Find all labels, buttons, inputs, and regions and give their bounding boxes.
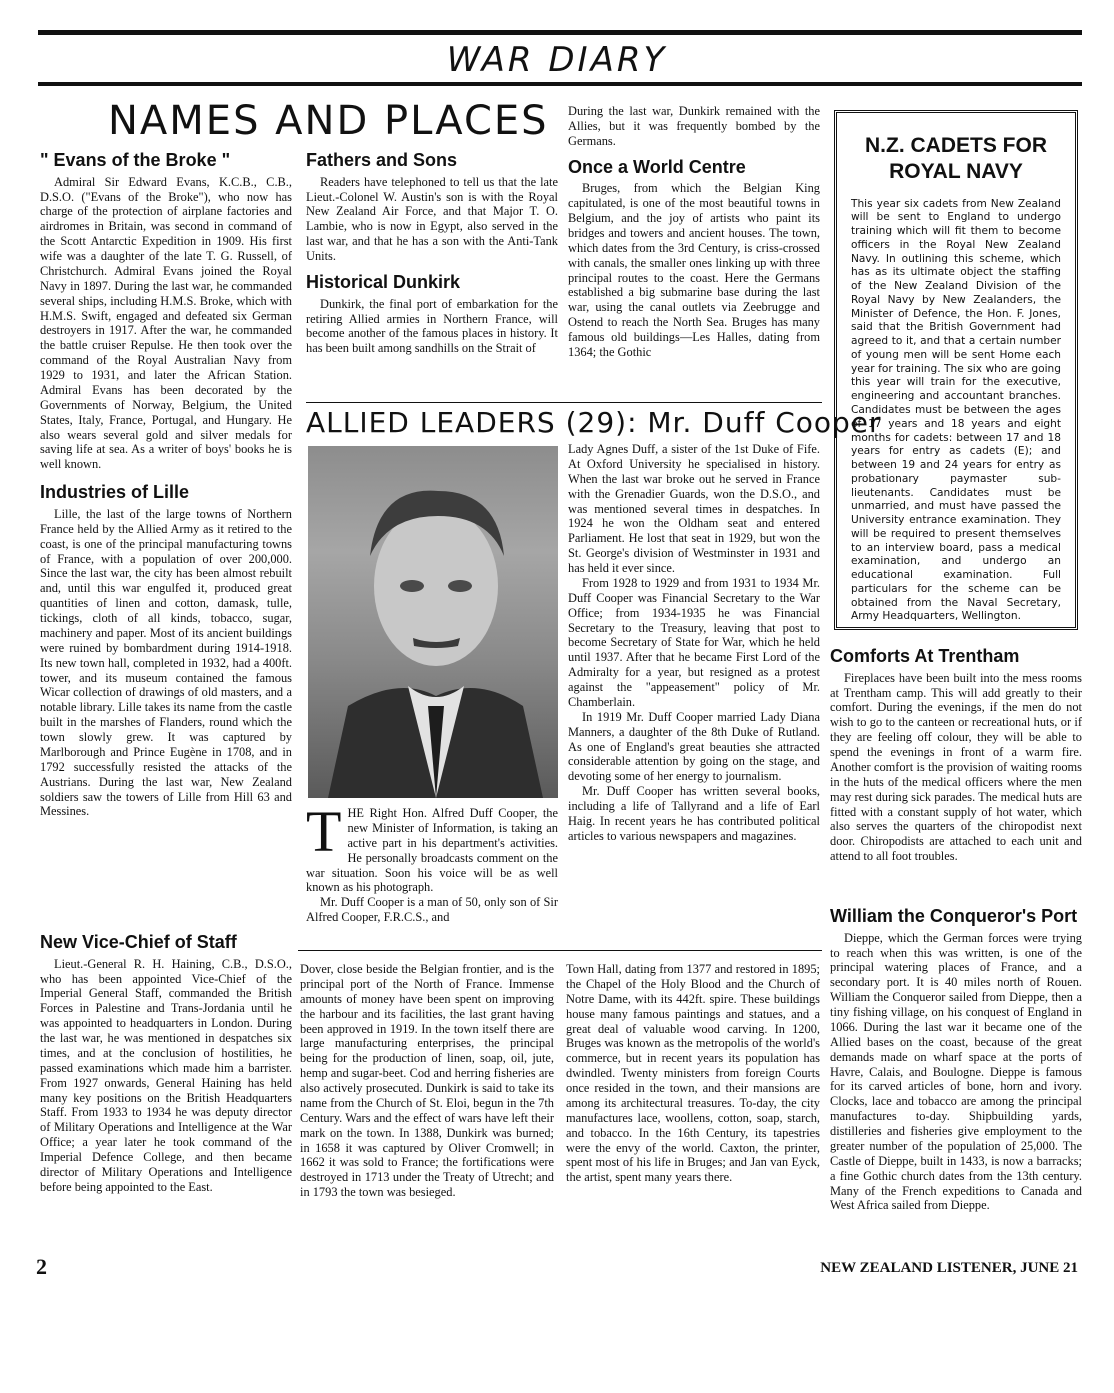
bio-p3: In 1919 Mr. Duff Cooper married Lady Diana Manners, a daughter of the 8th Duke of Rutland. As one of England's great beauties she attracted considerable attention by going on the stage, and devoting some of her energy to journalism.: [568, 709, 820, 784]
trentham-heading: Comforts At Trentham: [830, 646, 1020, 666]
allied-title: ALLIED LEADERS (29): Mr. Duff Cooper: [306, 406, 882, 439]
cadets-heading: [851, 133, 1061, 186]
centre-section: [568, 104, 820, 400]
portrait-illustration: [308, 446, 558, 798]
caption-text: HE Right Hon. Alfred Duff Cooper, the new Minister of Information, is taking an active part in his department's activities. He personally broadcasts comment on the war situation. Soon his voice will be as well known as his photograph.: [306, 806, 558, 895]
william-heading: William the Conqueror's Port: [830, 906, 1078, 926]
allied-rule: [306, 402, 822, 403]
allied-caption: [306, 806, 558, 936]
top-rule: [38, 30, 1082, 35]
lille-heading: Industries of Lille: [40, 482, 190, 503]
lille-text: Lille, the last of the large towns of Northern France held by the Allied Army as it retired to the coast, is one of the principal manufacturing towns of France, with a population of over 200,000. Since the last war, the city has been almost rebuilt and, until this war engulfed it, produced great quantities of linen and cotton, damask, tulle, tickings, cloth of all kinds, tobacco, sugar, machinery and paper. Most of its ancient buildings were ruined by bombardment during 1914-1918. Its new town hall, completed in 1932, had a 400ft. tower, and its museum contained the famous Wicar collection of drawings of old masters, and a notable library. Lille takes its name from the castle built in the marshes of Flanders, round which the town slowly grew. It was captured by Marlborough and Prince Eugène in 1708, and in 1792 successfully resisted the attacks of the Austrians. During the last war, New Zealand soldiers saw the towers of Lille from Hill 63 and Messines.: [40, 506, 292, 819]
bruges-section: [566, 962, 820, 1246]
bruges-text: Town Hall, dating from 1377 and restored in 1895; the Chapel of the Holy Blood and the Church of Notre Dame, with its 442ft. spire. These buildings house many famous paintings and statues, and a great deal of valuable wood carving. In 1200, Bruges was known as the metropolis of the world's commerce, but in recent years its population has dwindled. Twenty ministers from foreign Courts once resided in the town, and their mansions are among its architectural treasures. To-day, the city manufactures lace, woollens, cotton, soap, starch, and tobacco. In the 16th Century, its tapestries were the envy of the world. Caxton, the printer, spent most of his life in Bruges; and Jan van Eyck, the artist, spent many years there.: [566, 962, 820, 1185]
evans-heading: " Evans of the Broke ": [40, 150, 231, 170]
bio-p1: Lady Agnes Duff, a sister of the 1st Duke of Fife. At Oxford University he specialised in history. When the last war broke out he served in France with the Grenadier Guards, won the D.S.O., and was mentioned several times in despatches. In 1924 he won the Oldham seat and entered Parliament. He lost that seat in 1929, but won the St. George's division of Westminster in 1931 and has held it ever since.: [568, 442, 820, 575]
fathers-section: [306, 150, 558, 400]
fathers-heading: Fathers and Sons: [306, 150, 458, 170]
bio-p4: Mr. Duff Cooper has written several books, including a life of Tallyrand and a life of Earl Haig. In recent years he has contributed political articles to various newspapers and magazines.: [568, 784, 820, 843]
dropcap: T: [306, 806, 342, 864]
cadets-heading-line2: ROYAL NAVY: [889, 160, 1023, 184]
names-title: NAMES AND PLACES: [108, 98, 549, 144]
dover-text: Dover, close beside the Belgian frontier, and is the principal port of the North of France. Immense amounts of money have been spent on improving the harbour and its facilities, the last grant having been approved in 1919. In the town itself there are large manufacturing enterprises, the principal being for the production of linen, soap, oil, jute, hemp and sugar-beet. Cod and herring fisheries are also actively prosecuted. Dunkirk is said to take its name from the Church of St. Eloi, begun in the 7th Century. Wars and the effect of wars have left their mark on the town. In 1388, Dunkirk was burned; in 1658 it was captured by Oliver Cromwell; in 1662 it was sold to France; the fortifications were destroyed in 1713 under the Treaty of Utrecht; and in 1793 the town was besieged.: [300, 962, 554, 1200]
dunkirk-heading: Historical Dunkirk: [306, 271, 461, 292]
evans-section: [40, 150, 292, 925]
trentham-text: Fireplaces have been built into the mess rooms at Trentham camp. This will add greatly to their comfort. During the evenings, if the men do not wish to go to the canteen or recreational huts, or if they are feeling off colour, they will be able to spend the evenings in front of a warm fire. Another comfort is the provision of waiting rooms in the huts of the medical officers where the men may rest during sick parades. The medical huts are fitted with a constant supply of hot water, which also serves the quarters of the chiropodist next door. Chiropodists are attached to each unit and attend to all foot troubles.: [830, 670, 1082, 864]
allied-bio: [568, 442, 820, 936]
william-text: Dieppe, which the German forces were trying to reach when this was written, is one of the principal watering places of France, and a secondary port. It is 40 miles north of Rouen. William the Conqueror sailed from Dieppe, then a tiny fishing village, on his conquest of England in 1066. During the last war it became one of the Allied bases on the coast, because of the great demands made on wharf space at the ports of Havre, Calais, and Boulogne. Dieppe is famous for its carved articles of bone, horn and ivory. Clocks, lace and tobacco are among the principal manufactures to-day. Shipbuilding yards, distilleries and fisheries give employment to the greater number of the population of 25,000. The Castle of Dieppe, built in 1433, is now a barracks; a fine Gothic church dates from the 13th century. Many of the French expeditions to Canada and West Africa sailed from Dieppe.: [830, 930, 1082, 1213]
centre-heading: Once a World Centre: [568, 156, 746, 177]
vicechief-section: [40, 932, 292, 1242]
cadets-box: [834, 110, 1078, 630]
centre-text: Bruges, from which the Belgian King capitulated, is one of the most beautiful towns in Belgium, and the joy of artists who paint its bridges and towers and ancient houses. The town, which dates from the 3rd Century, is criss-crossed with canals, the smaller ones linking up with three principal routes to the coast. Here the Germans established a big submarine base during the last war, using the canal outlets via Zeebrugge and Ostend to reach the North Sea. Bruges has many famous old buildings—Les Halles, dating from 1364; the Gothic: [568, 181, 820, 359]
evans-text: Admiral Sir Edward Evans, K.C.B., C.B., D.S.O. ("Evans of the Broke"), who now has charge of the protection of airplane factories and airdromes in Britain, was second in command of the Scott Antarctic Expedition in 1909. His first wife was a daughter of the late T. G. Russell, of Christchurch. Admiral Evans joined the Royal Navy in 1897. During the last war, he commanded several ships, including H.M.S. Broke, which with H.M.S. Swift, engaged and defeated six German destroyers in 1917. After the war, he commanded the battle cruiser Repulse. He then took over the command of the Royal Australian Navy from 1929 to 1931, and later the African Station. Admiral Evans has been decorated by the Governments of Norway, Belgium, the United States, Italy, France, Portugal, and Hungary. He also wears several gold and silver medals for saving life at sea. As a writer of boys' books he is well known.: [40, 174, 292, 472]
trentham-section: [830, 646, 1082, 902]
page-number: 2: [36, 1254, 47, 1279]
caption-text-2: Mr. Duff Cooper is a man of 50, only son of Sir Alfred Cooper, F.R.C.S., and: [306, 895, 558, 925]
masthead-rule: [38, 82, 1082, 86]
dover-section: [300, 962, 554, 1246]
publication-line: NEW ZEALAND LISTENER, JUNE 21: [820, 1260, 1078, 1276]
cadets-heading-line1: N.Z. CADETS FOR: [865, 134, 1047, 157]
fathers-text: Readers have telephoned to tell us that the late Lieut.-Colonel W. Austin's son is with the Royal New Zealand Air Force, and that Major T. O. Lambie, who is now in Egypt, also served in the last war, and that he has a son with the Anti-Tank Units.: [306, 174, 558, 264]
william-section: [830, 906, 1082, 1246]
vicechief-heading: New Vice-Chief of Staff: [40, 932, 237, 952]
cadets-text: This year six cadets from New Zealand will be sent to England to undergo training which will fit them to become officers in the Royal New Zealand Navy. In outlining this scheme, which has as its ultimate object the staffing of the New Zealand Division of the Royal Navy by New Zealanders, the Minister of Defence, the Hon. F. Jones, said that the British Government had agreed to it, and that a certain number of young men will be sent Home each year for training. The six who are going this year will train for the executive, engineering and accountant branches. Candidates must be between the ages of 17 years and 18 years and eight months for cadets: between 17 and 18 years for entry as cadets (E); and between 19 and 24 years for entry as probationary paymaster sub-lieutenants. Candidates must be unmarried, and must have passed the University entrance examination. They will be required to present themselves to an interview board, pass a medical examination, and undergo an educational examination. Full particulars for the scheme can be obtained from the Naval Secretary, Army Headquarters, Wellington.: [851, 197, 1061, 623]
lower-rule: [298, 950, 822, 951]
duff-cooper-photo: [308, 446, 558, 798]
vicechief-text: Lieut.-General R. H. Haining, C.B., D.S.O., who has been appointed Vice-Chief of the Imperial General Staff, commanded the British Forces in Palestine and Trans-Jordania until he was appointed to headquarters in London. During the last war, he was mentioned in despatches six times, and at the conclusion of hostilities, he passed examinations which made him a barrister. From 1927 onwards, General Haining has held many key positions on the British Headquarters Staff. From 1933 to 1934 he was deputy director of Military Operations and Intelligence at the War Office; a year later he took command of the Imperial Defence College, and then became director of Military Operations and Intelligence before being appointed to the East.: [40, 956, 292, 1194]
masthead: WAR DIARY: [446, 40, 668, 80]
bio-p2: From 1928 to 1929 and from 1931 to 1934 Mr. Duff Cooper was Financial Secretary to the War Office; from 1934-1935 he was Financial Secretary to the Treasury, leaving that post to become Secretary of State for War, which he held until 1937. After that he became First Lord of the Admiralty for a year, but resigned as a protest against the "appeasement" policy of Mr. Chamberlain.: [568, 575, 820, 709]
col3-top-text: During the last war, Dunkirk remained with the Allies, but it was frequently bombed by the Germans.: [568, 104, 820, 148]
dunkirk-text: Dunkirk, the final port of embarkation for the retiring Allied armies in Northern France, will become another of the famous places in history. It has been built among sandhills on the Strait of: [306, 296, 558, 356]
